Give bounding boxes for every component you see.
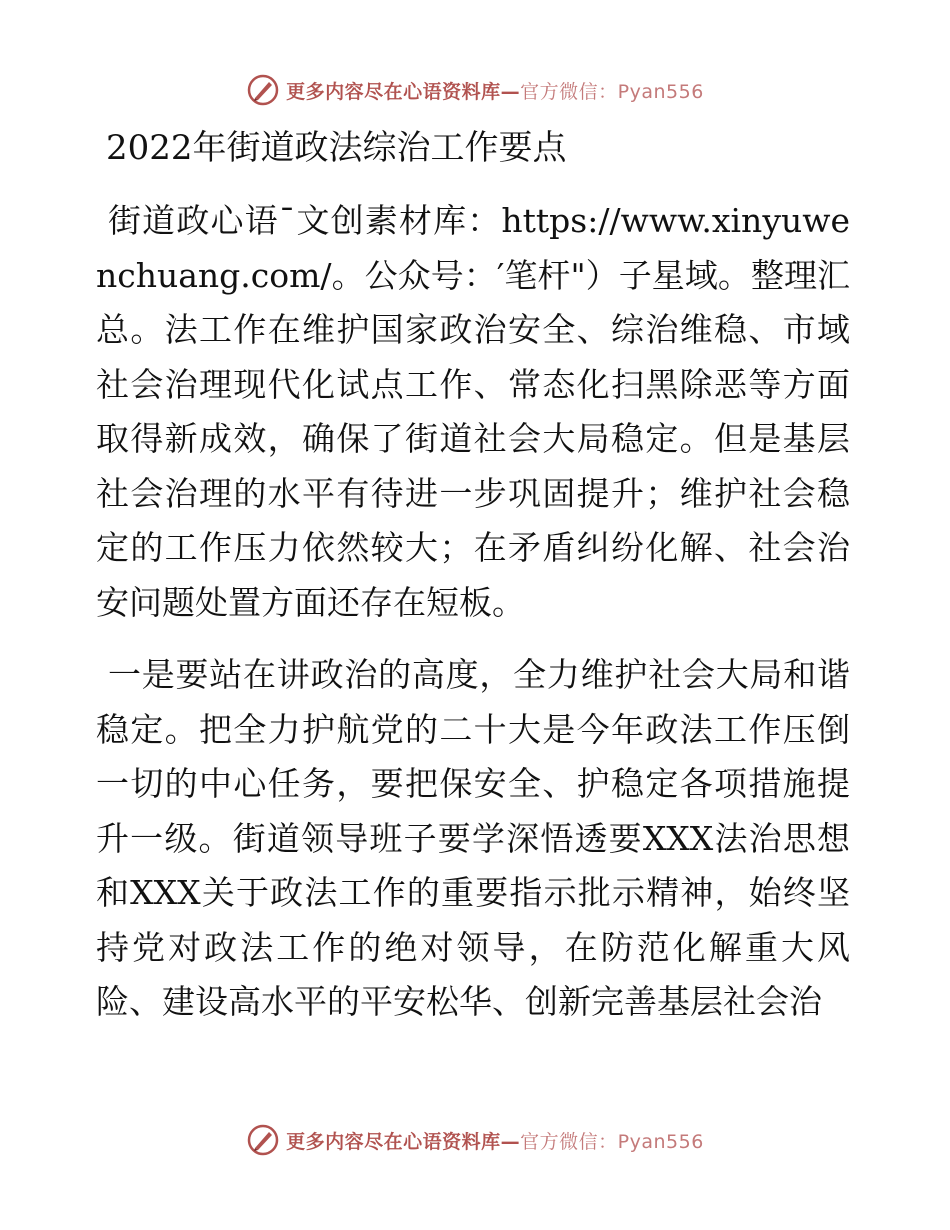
paragraph: 街道政心语¯文创素材库：https://www.xinyuwenchuang.com/。公众号：′笔杆"）子星域。整理汇总。法工作在维护国家政治安全、综治维稳、市域社会治理现代化试点工作、常态化扫黑除恶等方面取得新成效，确保了街道社会大局稳定。但是基层社会治理的水平有待进一步巩固提升；维护社会稳定的工作压力依然较大；在矛盾纠纷化解、社会治安问题处置方面还存在短板。 (96, 201, 850, 622)
document-body (96, 122, 850, 1048)
header-banner-text: 更多内容尽在心语资料库— (286, 80, 521, 103)
document-title: 2022年街道政法综治工作要点 (106, 128, 567, 168)
pen-logo-icon (246, 1123, 280, 1157)
footer-banner-wechat: 官方微信：Pyan556 (520, 1130, 704, 1153)
paragraph: 一是要站在讲政治的高度，全力维护社会大局和谐稳定。把全力护航党的二十大是今年政法工作压倒一切的中心任务，要把保安全、护稳定各项措施提升一级。街道领导班子要学深悟透要XXX法治思想和XXX关于政法工作的重要指示批示精神，始终坚持党对政法工作的绝对领导，在防范化解重大风险、建设高水平的平安松华、创新完善基层社会治 (96, 655, 850, 1021)
footer-banner-text: 更多内容尽在心语资料库— (286, 1130, 521, 1153)
header-banner-wechat: 官方微信：Pyan556 (520, 80, 704, 103)
header-watermark-banner (0, 70, 950, 110)
pen-logo-icon (246, 73, 280, 107)
footer-watermark-banner (0, 1120, 950, 1160)
